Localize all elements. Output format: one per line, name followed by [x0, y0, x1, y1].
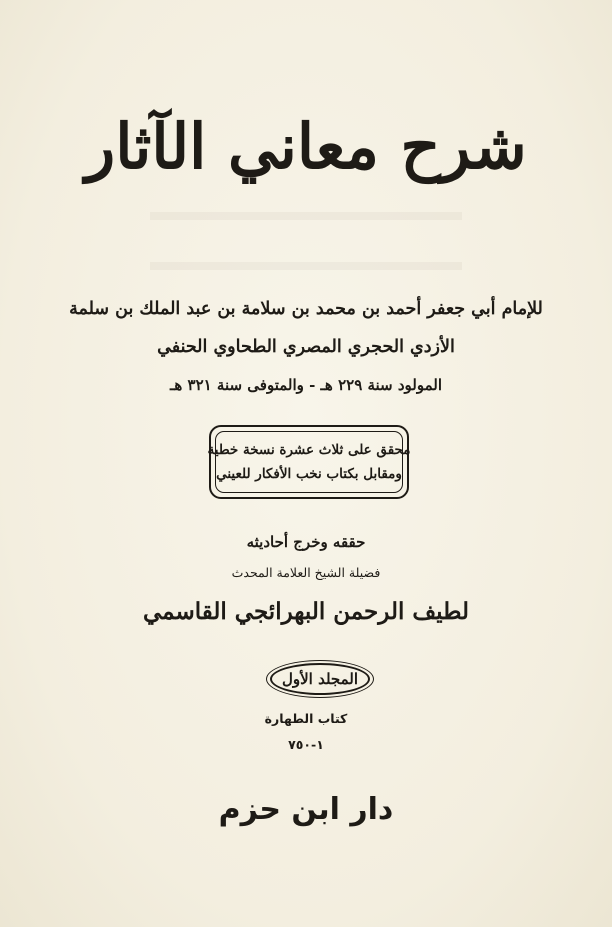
editor-name: لطيف الرحمن البهرائجي القاسمي: [143, 598, 469, 625]
verification-frame-inner: [207, 431, 411, 493]
verification-frame: [209, 425, 409, 499]
verification-line-1: محقق على ثلاث عشرة نسخة خطية: [207, 442, 411, 458]
verification-line-2: ومقابل بكتاب نخب الأفكار للعيني: [216, 466, 402, 482]
bleed-through-shadow: [150, 262, 462, 270]
author-name-line-1: للإمام أبي جعفر أحمد بن محمد بن سلامة بن عبد الملك بن سلمة: [69, 299, 543, 319]
editor-title: فضيلة الشيخ العلامة المحدث: [231, 565, 381, 580]
hadith-range: ١-٧٥٠: [288, 737, 324, 752]
publisher-logo: دار ابن حزم: [218, 792, 394, 827]
bleed-through-shadow: [150, 212, 462, 220]
author-name-line-2: الأزدي الحجري المصري الطحاوي الحنفي: [157, 337, 455, 357]
book-section-name: كتاب الطهارة: [264, 711, 348, 726]
volume-label: المجلد الأول: [281, 670, 359, 688]
verified-by-label: حققه وخرج أحاديثه: [246, 533, 366, 551]
author-dates: المولود سنة ٢٢٩ هـ - والمتوفى سنة ٣٢١ هـ: [169, 376, 442, 394]
volume-badge: [270, 663, 370, 695]
book-title: شرح معاني الآثار: [85, 110, 527, 183]
